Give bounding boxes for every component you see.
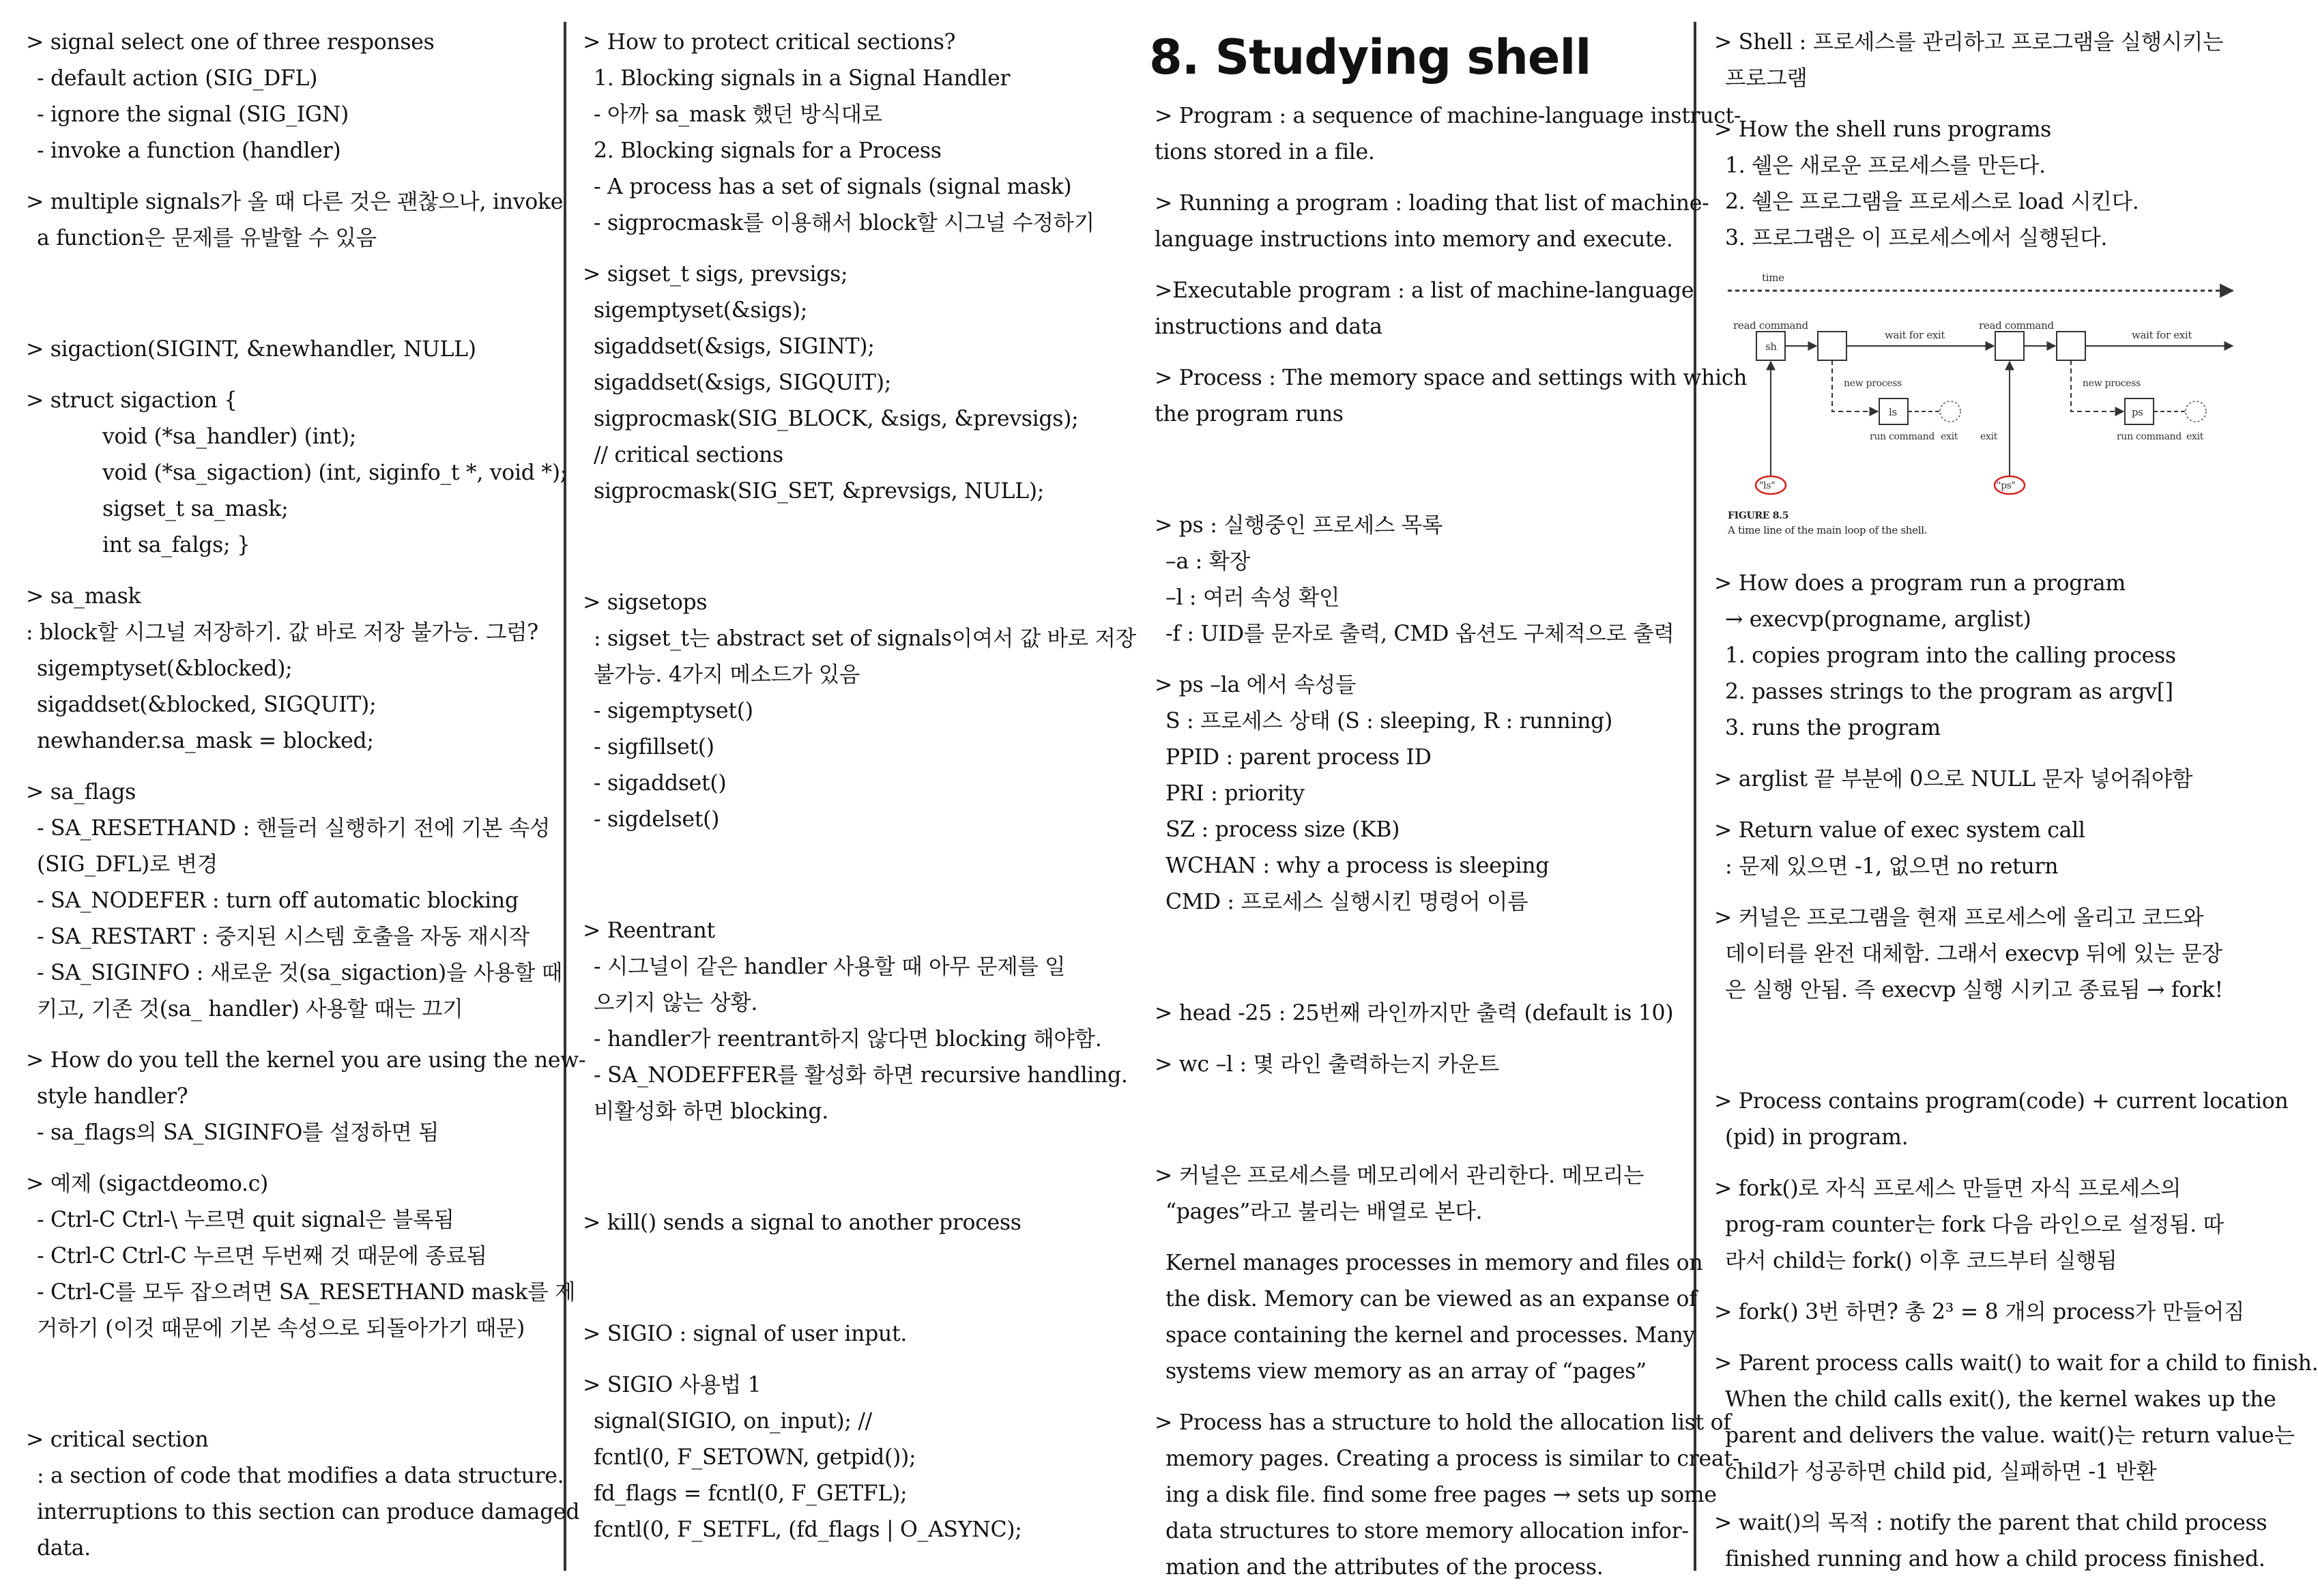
note-process (1155, 360, 1748, 433)
note-multiple-signals (26, 184, 564, 257)
note-executable-program (1155, 273, 1694, 345)
text-line: - A process has a set of signals (signal mask) (594, 175, 1072, 199)
text-line: 2. passes strings to the program as argv[] (1725, 680, 2173, 704)
note-sigio-usage (583, 1367, 1108, 1548)
text-line: the program runs (1155, 402, 1344, 426)
text-line: > How do you tell the kernel you are using the new- (26, 1048, 586, 1073)
shell-box-label: sh (1765, 340, 1777, 353)
text-line: → execvp(progname, arglist) (1725, 607, 2031, 632)
text-line: data structures to store memory allocation infor- (1165, 1519, 1689, 1543)
new-process-label: new process (1844, 378, 1902, 389)
text-line: > Running a program : loading that list of machine- (1155, 191, 1709, 216)
text-line: 2. Blocking signals for a Process (594, 139, 942, 163)
text-line: 으키지 않는 상황. (594, 991, 758, 1015)
text-line: > wc –l : 몇 라인 출력하는지 카운트 (1155, 1052, 1500, 1077)
text-line: sigaddset(&sigs, SIGQUIT); (594, 371, 892, 395)
text-line: systems view memory as an array of “pages” (1165, 1359, 1647, 1384)
text-line: finished running and how a child process finished. (1725, 1547, 2265, 1571)
text-line: sigprocmask(SIG_SET, &prevsigs, NULL); (594, 479, 1045, 504)
text-line: S : 프로세스 상태 (S : sleeping, R : running) (1165, 709, 1612, 734)
note-arglist (1714, 761, 2240, 798)
text-line: sigaddset(&blocked, SIGQUIT); (37, 693, 377, 717)
text-line: 은 실행 안됨. 즉 execvp 실행 시키고 종료됨 → fork! (1725, 978, 2223, 1002)
text-line: WCHAN : why a process is sleeping (1165, 854, 1550, 878)
note-kill (583, 1205, 1108, 1241)
note-new-style-handler (26, 1043, 586, 1151)
text-line: > Process : The memory space and settings with which (1155, 366, 1748, 390)
text-line: 키고, 기존 것(sa_ handler) 사용할 때는 끄기 (37, 997, 463, 1021)
text-line: 라서 child는 fork() 이후 코드부터 실행됨 (1725, 1249, 2117, 1273)
text-line: prog-ram counter는 fork 다음 라인으로 설정됨. 따 (1725, 1213, 2224, 1237)
text-line: parent and delivers the value. wait()는 return value는 (1725, 1423, 2295, 1448)
note-wc (1155, 1047, 1680, 1083)
text-line: fd_flags = fcntl(0, F_GETFL); (594, 1481, 908, 1506)
text-line: > 예제 (sigactdeomo.c) (26, 1172, 269, 1196)
text-line: > sigaction(SIGINT, &newhandler, NULL) (26, 337, 476, 362)
text-line: - handler가 reentrant하지 않다면 blocking 해야함. (594, 1027, 1102, 1051)
note-fork-three-times (1714, 1294, 2245, 1331)
ps-box-label: ps (2132, 406, 2143, 418)
exit-label: exit (1980, 431, 1998, 442)
exit-burst-icon (1940, 401, 1960, 422)
text-line: a function은 문제를 유발할 수 있음 (37, 226, 377, 250)
time-label: time (1762, 272, 1784, 284)
text-line: > 커널은 프로세스를 메모리에서 관리한다. 메모리는 (1155, 1163, 1645, 1188)
text-line: > ps : 실행중인 프로세스 목록 (1155, 513, 1443, 538)
text-line: : 문제 있으면 -1, 없으면 no return (1725, 854, 2059, 879)
text-line: 1. 쉘은 새로운 프로세스를 만든다. (1725, 154, 2046, 178)
text-line: sigprocmask(SIG_BLOCK, &sigs, &prevsigs); (594, 407, 1079, 431)
column-1 (26, 25, 586, 1573)
text-line: the disk. Memory can be viewed as an expanse of (1165, 1287, 1697, 1311)
note-process-contains (1714, 1084, 2289, 1156)
text-line: CMD : 프로세스 실행시킨 명령어 이름 (1165, 890, 1529, 914)
text-line: fcntl(0, F_SETFL, (fd_flags | O_ASYNC); (594, 1518, 1022, 1542)
text-line: 2. 쉘은 프로그램을 프로세스로 load 시킨다. (1725, 190, 2139, 214)
text-line: > How to protect critical sections? (583, 30, 956, 55)
text-line: PRI : priority (1165, 781, 1305, 806)
text-line: - ignore the signal (SIG_IGN) (37, 102, 349, 127)
text-line: 불가능. 4가지 메소드가 있음 (594, 663, 860, 687)
note-wait (1714, 1346, 2318, 1490)
text-line: > How the shell runs programs (1714, 117, 2052, 142)
column-2 (583, 25, 1136, 1573)
note-sigprocmask-code (583, 257, 1108, 510)
text-line: -f : UID를 문자로 출력, CMD 옵션도 구체적으로 출력 (1165, 622, 1675, 646)
wait-for-exit-label: wait for exit (1885, 329, 1945, 341)
text-line: –l : 여러 속성 확인 (1165, 585, 1340, 610)
note-sa-flags (26, 774, 562, 1028)
text-line: When the child calls exit(), the kernel wakes up the (1725, 1387, 2276, 1412)
text-line: - Ctrl-C Ctrl-C 누르면 두번째 것 때문에 종료됨 (37, 1244, 487, 1268)
exit-label: exit (1941, 431, 1958, 442)
note-sigaction-call (26, 332, 551, 368)
note-process-structure (1155, 1405, 1740, 1586)
text-line: newhander.sa_mask = blocked; (37, 729, 374, 753)
text-line: 데이터를 완전 대체함. 그래서 execvp 뒤에 있는 문장 (1725, 942, 2222, 966)
wait-for-exit-label: wait for exit (2132, 329, 2192, 341)
note-program-runs-program (1714, 566, 2240, 746)
text-line: space containing the kernel and processes. Many (1165, 1323, 1695, 1348)
text-line: void (*sa_handler) (int); (102, 424, 357, 449)
text-line: - SA_SIGINFO : 새로운 것(sa_sigaction)을 사용할 때 (37, 961, 562, 985)
text-line: sigemptyset(&blocked); (37, 656, 293, 681)
text-line: style handler? (37, 1084, 188, 1109)
text-line: 1. copies program into the calling process (1725, 643, 2176, 668)
text-line: (pid) in program. (1725, 1125, 1909, 1150)
text-line: > wait()의 목적 : notify the parent that child process (1714, 1511, 2268, 1535)
text-line: - sigaddset() (594, 771, 727, 796)
text-line: > SIGIO 사용법 1 (583, 1373, 762, 1397)
text-line: > kill() sends a signal to another process (583, 1210, 1022, 1235)
text-line: sigemptyset(&sigs); (594, 298, 808, 323)
text-line: 3. 프로그램은 이 프로세스에서 실행된다. (1725, 226, 2108, 250)
text-line: - sigfillset() (594, 735, 714, 759)
read-command-label: read command (1979, 319, 2054, 332)
text-line: 거하기 (이것 때문에 기본 속성으로 되돌아가기 때문) (37, 1316, 525, 1341)
section-title: 8. Studying shell (1149, 29, 1591, 85)
text-line: > Return value of exec system call (1714, 818, 2085, 843)
text-line: - sigprocmask를 이용해서 block할 시그널 수정하기 (594, 211, 1095, 235)
note-program (1155, 98, 1741, 171)
column-3 (1149, 29, 1748, 1580)
note-sa-mask (26, 579, 551, 759)
text-line: - sigemptyset() (594, 699, 753, 723)
text-line: - sigdelset() (594, 807, 720, 832)
note-signal-responses (26, 25, 551, 169)
note-struct-sigaction (26, 383, 568, 564)
text-line: int sa_falgs; } (102, 533, 250, 557)
text-line: signal(SIGIO, on_input); // (594, 1409, 872, 1434)
input-ls-label: "ls" (1759, 480, 1776, 491)
text-line: SZ : process size (KB) (1165, 817, 1400, 842)
text-line: - Ctrl-C Ctrl-\ 누르면 quit signal은 블록됨 (37, 1208, 454, 1232)
ls-box-label: ls (1889, 406, 1897, 418)
run-command-label: run command (1870, 431, 1935, 442)
note-ps-la (1155, 667, 1680, 920)
input-ps-label: "ps" (1997, 480, 2016, 491)
text-line: > Process has a structure to hold the allocation list of (1155, 1410, 1731, 1435)
figure-caption-text: A time line of the main loop of the shell. (1728, 524, 1928, 536)
text-line: > 커널은 프로그램을 현재 프로세스에 올리고 코드와 (1714, 905, 2204, 930)
fork-box (1818, 332, 1846, 360)
text-line: > fork()로 자식 프로세스 만들면 자식 프로세스의 (1714, 1176, 2182, 1201)
text-line: 비활성화 하면 blocking. (594, 1099, 828, 1124)
text-line: > sigset_t sigs, prevsigs; (583, 262, 848, 287)
text-line: mation and the attributes of the process. (1165, 1555, 1604, 1580)
text-line: fcntl(0, F_SETOWN, getpid()); (594, 1445, 916, 1470)
note-head (1155, 996, 1680, 1032)
text-line: > critical section (26, 1427, 209, 1452)
note-how-shell-runs (1714, 112, 2240, 257)
text-line: 1. Blocking signals in a Signal Handler (594, 66, 1011, 91)
fork-box (2057, 332, 2085, 360)
text-line: > sa_flags (26, 780, 136, 804)
text-line: : sigset_t는 abstract set of signals이여서 값 바로 저장 (594, 626, 1136, 651)
note-kernel-memory-en (1155, 1245, 1703, 1390)
text-line: - Ctrl-C를 모두 잡으려면 SA_RESETHAND mask를 제 (37, 1280, 576, 1305)
note-ps (1155, 508, 1680, 652)
shell-timeline-diagram (1714, 272, 2240, 545)
text-line: // critical sections (594, 443, 783, 467)
text-line: tions stored in a file. (1155, 140, 1375, 164)
text-line: language instructions into memory and execute. (1155, 227, 1673, 252)
run-command-label: run command (2117, 431, 2182, 442)
text-line: > sigsetops (583, 590, 708, 615)
text-line: ing a disk file. find some free pages → sets up some (1165, 1483, 1717, 1507)
note-reentrant (583, 913, 1128, 1130)
text-line: : block할 시그널 저장하기. 값 바로 저장 불가능. 그럼? (26, 620, 538, 645)
note-sigsetops (583, 585, 1136, 838)
text-line: > Parent process calls wait() to wait for a child to finish. (1714, 1351, 2318, 1376)
note-execvp-replace (1714, 900, 2240, 1009)
text-line: > Reentrant (583, 918, 715, 943)
text-line: - 시그널이 같은 handler 사용할 때 아무 문제를 일 (594, 955, 1066, 979)
text-line: > SIGIO : signal of user input. (583, 1322, 908, 1346)
text-line: > fork() 3번 하면? 총 2³ = 8 개의 process가 만들어짐 (1714, 1300, 2245, 1324)
text-line: child가 성공하면 child pid, 실패하면 -1 반환 (1725, 1460, 2157, 1484)
text-line: > Shell : 프로세스를 관리하고 프로그램을 실행시키는 (1714, 30, 2224, 55)
text-line: - invoke a function (handler) (37, 139, 341, 163)
note-shell (1714, 25, 2240, 97)
text-line: - SA_RESETHAND : 핸들러 실행하기 전에 기본 속성 (37, 816, 551, 841)
text-line: 프로그램 (1725, 66, 1808, 91)
read-command-label: read command (1733, 319, 1808, 332)
text-line: “pages”라고 불리는 배열로 본다. (1165, 1200, 1483, 1224)
text-line: interruptions to this section can produce damaged (37, 1500, 580, 1524)
text-line: > head -25 : 25번째 라인까지만 출력 (default is 10) (1155, 1001, 1674, 1026)
shell-timeline-figure (1714, 272, 2240, 556)
note-wait-purpose (1714, 1505, 2268, 1578)
text-line: sigaddset(&sigs, SIGINT); (594, 334, 875, 359)
note-critical-section (26, 1422, 580, 1567)
text-line: > sa_mask (26, 584, 141, 609)
exit-burst-icon (2186, 401, 2206, 422)
text-line: > ps –la 에서 속성들 (1155, 673, 1357, 697)
figure-caption-title: FIGURE 8.5 (1728, 510, 1789, 521)
text-line: - SA_NODEFFER를 활성화 하면 recursive handling. (594, 1063, 1128, 1088)
new-process-label: new process (2083, 378, 2141, 389)
text-line: > arglist 끝 부분에 0으로 NULL 문자 넣어줘야함 (1714, 767, 2193, 792)
text-line: > Process contains program(code) + current location (1714, 1089, 2289, 1114)
exit-label: exit (2186, 431, 2204, 442)
column-4 (1714, 25, 2318, 1573)
note-running-program (1155, 186, 1709, 258)
note-example-sigactdemo (26, 1166, 576, 1347)
note-exec-return (1714, 813, 2240, 885)
text-line: : a section of code that modifies a data structure. (37, 1464, 564, 1488)
text-line: 3. runs the program (1725, 716, 1941, 740)
text-line: > struct sigaction { (26, 388, 237, 413)
text-line: - default action (SIG_DFL) (37, 66, 318, 91)
text-line: - SA_NODEFER : turn off automatic blocking (37, 888, 519, 913)
text-line: > Program : a sequence of machine-language instruct- (1155, 104, 1741, 128)
text-line: void (*sa_sigaction) (int, siginfo_t *, void *); (102, 461, 568, 485)
text-line: PPID : parent process ID (1165, 745, 1432, 770)
text-line: (SIG_DFL)로 변경 (37, 852, 218, 877)
text-line: - 아까 sa_mask 했던 방식대로 (594, 102, 882, 127)
text-line: - sa_flags의 SA_SIGINFO를 설정하면 됨 (37, 1120, 439, 1145)
text-line: > How does a program run a program (1714, 571, 2126, 596)
text-line: sigset_t sa_mask; (102, 497, 289, 521)
note-protect-critical-sections (583, 25, 1108, 242)
text-line: data. (37, 1536, 91, 1561)
text-line: > signal select one of three responses (26, 30, 435, 55)
read-box (1995, 332, 2024, 360)
text-line: >Executable program : a list of machine-language (1155, 278, 1694, 303)
text-line: - SA_RESTART : 중지된 시스템 호출을 자동 재시작 (37, 925, 530, 949)
note-fork-child (1714, 1171, 2240, 1279)
note-sigio (583, 1316, 1108, 1352)
text-line: > multiple signals가 올 때 다른 것은 괜찮으나, invoke (26, 190, 564, 214)
note-kernel-memory-kr (1155, 1158, 1680, 1230)
text-line: instructions and data (1155, 315, 1382, 339)
text-line: –a : 확장 (1165, 549, 1250, 574)
text-line: Kernel manages processes in memory and files on (1165, 1251, 1703, 1275)
text-line: memory pages. Creating a process is similar to creat- (1165, 1447, 1740, 1471)
column-divider-1 (564, 22, 566, 1571)
